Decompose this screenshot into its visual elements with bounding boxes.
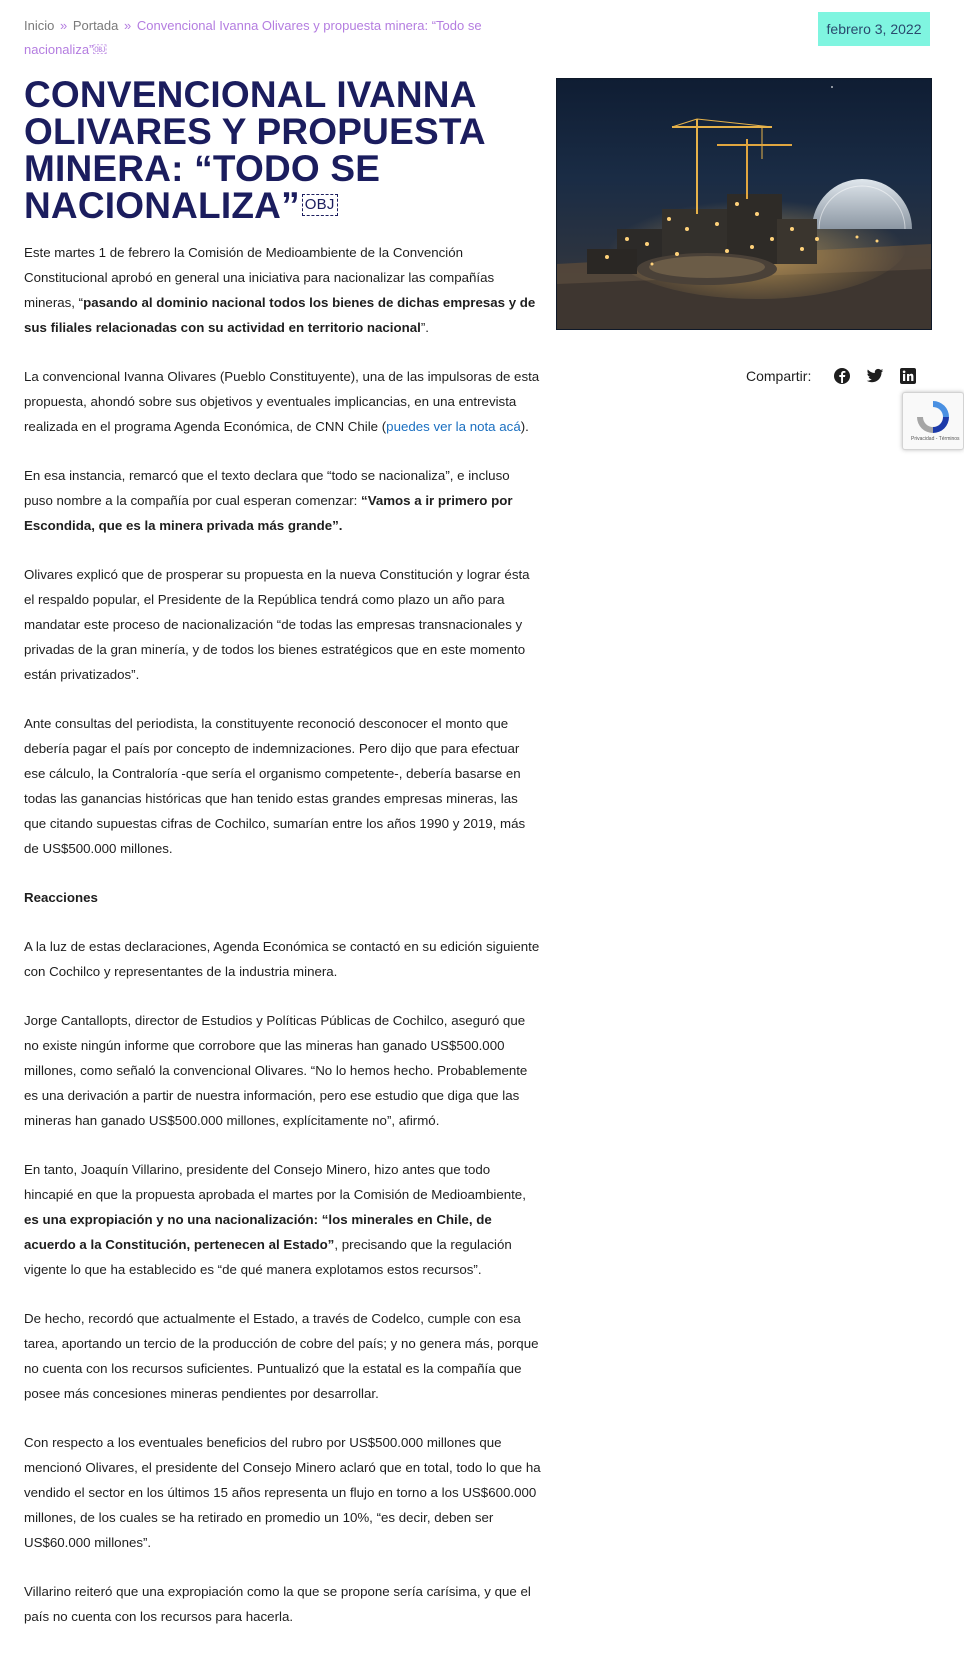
breadcrumb-current: Convencional Ivanna Olivares y propuesta minera: “Todo se nacionaliza” — [24, 18, 482, 57]
bold-text: pasando al dominio nacional todos los bienes de dichas empresas y de sus filiales relacionadas con su actividad en territorio nacional — [24, 295, 536, 335]
recaptcha-links[interactable]: Privacidad - Términos — [911, 436, 960, 442]
mining-plant-night-illustration — [557, 79, 931, 329]
share-label: Compartir: — [746, 368, 812, 384]
bold-text: es una expropiación y no una nacionalización: “los minerales en Chile, de acuerdo a la Constitución, pertenecen al Estado” — [24, 1212, 492, 1252]
page-title-text: CONVENCIONAL IVANNA OLIVARES Y PROPUESTA MINERA: “TODO SE NACIONALIZA” — [24, 74, 485, 226]
breadcrumb-separator: » — [59, 18, 68, 33]
paragraph-text: En tanto, Joaquín Villarino, presidente del Consejo Minero, hizo antes que todo hincapié en que la propuesta aprobada el martes por la Comisión de Medioambiente, — [24, 1162, 526, 1202]
article-paragraph: Jorge Cantallopts, director de Estudios y Políticas Públicas de Cochilco, aseguró que no existe ningún informe que corrobore que las mineras han ganado US$500.000 millones, como señaló la convencional Olivares. “No lo hemos hecho. Probablemente es una derivación a partir de nuestra información, pero ese estudio que diga que las mineras han ganado US$500.000 millones, explícitamente no”, afirmó. — [24, 1013, 528, 1128]
paragraph-text: La convencional Ivanna Olivares (Pueblo Constituyente), una de las impulsoras de esta propuesta, ahondó sobre sus objetivos y eventuales implicancias, en una entrevista realizada en el programa Agenda Económica, de CNN Chile ( — [24, 369, 540, 434]
breadcrumb-section-link[interactable]: Portada — [72, 18, 119, 33]
share-bar — [746, 364, 932, 388]
linkedin-icon[interactable] — [899, 367, 917, 385]
cnn-note-link[interactable]: puedes ver la nota acá — [386, 419, 521, 434]
bold-text: “Vamos a ir primero por Escondida, que es la minera privada más grande”. — [24, 493, 513, 533]
article-paragraph — [24, 1157, 542, 1282]
hero-image — [556, 78, 932, 330]
article-paragraph: Olivares explicó que de prosperar su propuesta en la nueva Constitución y lograr ésta el respaldo popular, el Presidente de la República tendrá como plazo un año para mandatar este proceso de nacionalización “de todas las empresas transnacionales y privadas de la gran minería, y de todos los bienes estratégicos que en este momento están privatizados”. — [24, 567, 530, 682]
date-badge: febrero 3, 2022 — [818, 12, 930, 46]
article-paragraph: Villarino reiteró que una expropiación como la que se propone sería carísima, y que el país no cuenta con los recursos para hacerla. — [24, 1584, 531, 1624]
article-paragraph: De hecho, recordó que actualmente el Estado, a través de Codelco, cumple con esa tarea, aportando un tercio de la producción de cobre del país; y no genera más, porque no cuenta con los recursos suficientes. Puntualizó que la estatal es la compañía que posee más concesiones mineras pendientes por desarrollar. — [24, 1311, 539, 1401]
breadcrumb-separator: » — [124, 18, 132, 33]
recaptcha-icon — [911, 397, 955, 437]
article-paragraph — [24, 463, 542, 538]
facebook-icon[interactable] — [833, 367, 851, 385]
breadcrumb — [24, 14, 494, 62]
recaptcha-badge[interactable] — [902, 392, 964, 450]
twitter-icon[interactable] — [866, 367, 884, 385]
paragraph-text: En esa instancia, remarcó que el texto declara que “todo se nacionaliza”, e incluso puso nombre a la compañía por cual esperan comenzar: — [24, 468, 510, 508]
article-paragraph — [24, 240, 542, 340]
section-heading — [24, 885, 542, 910]
article-paragraph — [24, 364, 542, 439]
paragraph-text: ). — [520, 419, 529, 434]
paragraph-text: , precisando que la regulación vigente lo que ha establecido es “de qué manera explotamos estos recursos”. — [24, 1237, 512, 1277]
breadcrumb-home-link[interactable]: Inicio — [24, 18, 55, 33]
section-heading-text: Reacciones — [24, 890, 98, 905]
article-paragraph: A la luz de estas declaraciones, Agenda Económica se contactó en su edición siguiente con Cochilco y representantes de la industria minera. — [24, 939, 540, 979]
article-body — [24, 240, 542, 1653]
obj-glyph: OBJ — [302, 194, 338, 216]
paragraph-text: Este martes 1 de febrero la Comisión de Medioambiente de la Convención Constitucional aprobó en general una iniciativa para nacionalizar las compañías mineras, “ — [24, 245, 495, 310]
paragraph-text: ”. — [420, 320, 429, 335]
article-paragraph: Con respecto a los eventuales beneficios del rubro por US$500.000 millones que mencionó Olivares, el presidente del Consejo Minero aclaró que en total, todo lo que ha vendido el sector en los últimos 15 años representa un flujo en torno a los US$600.000 millones, de los cuales se ha retirado en promedio un 10%, “es decir, deben ser US$60.000 millones”. — [24, 1435, 541, 1550]
article-paragraph: Ante consultas del periodista, la constituyente reconoció desconocer el monto que debería pagar el país por concepto de indemnizaciones. Pero dijo que para efectuar ese cálculo, la Contraloría -que sería el organismo competente-, debería basarse en todas las ganancias históricas que han tenido estas grandes empresas mineras, las que citando supuestas cifras de Cochilco, sumarían entre los años 1990 y 2019, más de US$500.000 millones. — [24, 716, 526, 856]
page-title — [24, 76, 544, 224]
obj-glyph: ￼ — [93, 42, 107, 57]
